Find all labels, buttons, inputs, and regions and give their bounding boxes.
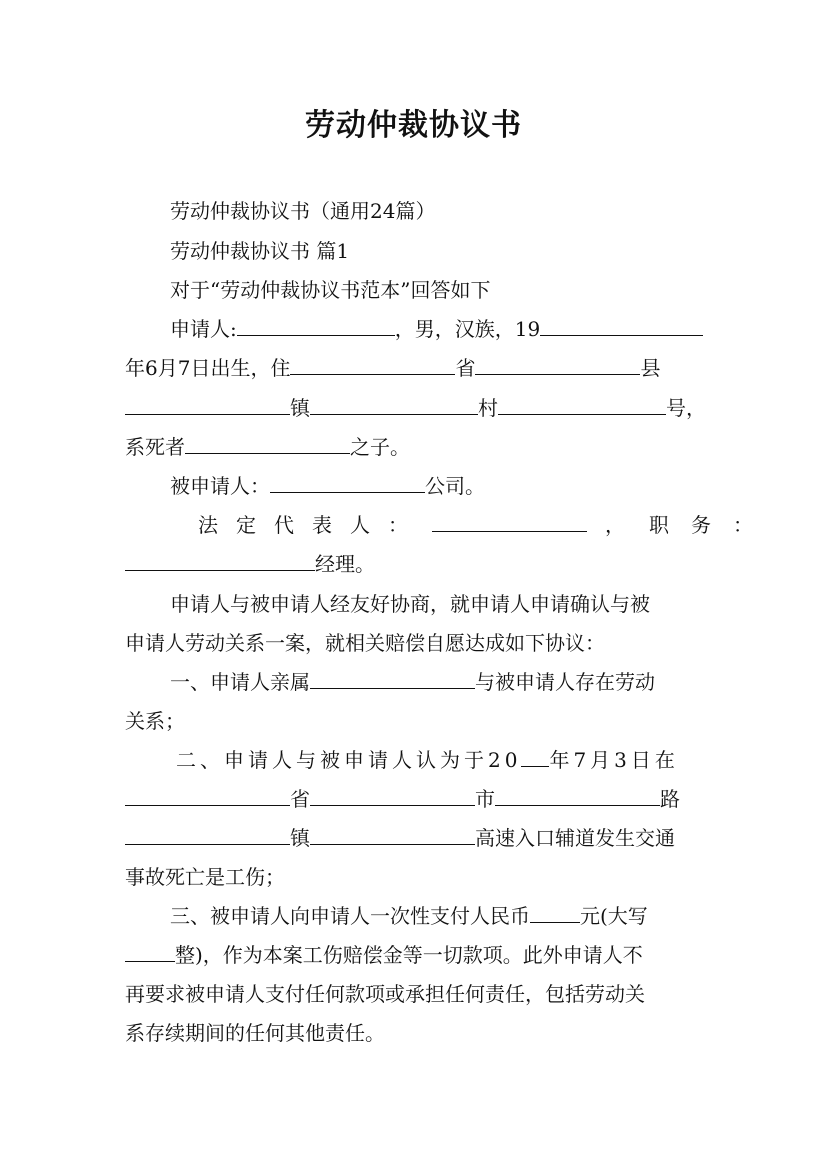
relation-line: [125, 432, 410, 462]
text-segment: 二、申请人与被申请人认为于20: [176, 748, 522, 772]
text-segment: 省: [290, 787, 310, 811]
paragraph-line: 申请人劳动关系一案，就相关赔偿自愿达成如下协议：: [125, 631, 605, 655]
position-label: 职务：: [649, 513, 775, 537]
blank-field: [495, 785, 660, 806]
paragraph-line: 事故死亡是工伤；: [125, 865, 285, 889]
blank-field: [270, 472, 425, 493]
text-segment: 年6月7日出生，住: [125, 356, 291, 380]
document-title: 劳动仲裁协议书: [305, 108, 522, 143]
text-segment: 市: [475, 787, 495, 811]
respondent-label: 被申请人：: [170, 474, 270, 498]
text-segment: 系死者: [125, 435, 185, 459]
paragraph-line: 再要求被申请人支付任何款项或承担任何责任，包括劳动关: [125, 982, 645, 1006]
text-segment: 镇: [290, 826, 310, 850]
applicant-label: 申请人:: [170, 317, 237, 341]
accident-line: [125, 823, 675, 853]
text-segment: 之子。: [350, 435, 410, 459]
text-segment: 年7月3日在: [549, 748, 679, 772]
blank-field: [125, 394, 290, 415]
text-segment: 路: [660, 787, 680, 811]
text-segment: 镇: [290, 396, 310, 420]
blank-field: [540, 315, 703, 336]
doc-subtitle: 劳动仲裁协议书（通用24篇）: [170, 199, 436, 223]
text-segment: 高速入口辅道发生交通: [475, 826, 675, 850]
blank-field: [125, 824, 290, 845]
blank-field: [521, 746, 549, 767]
text-segment: ，: [605, 513, 625, 537]
legal-rep-label: 法定代表人：: [198, 513, 426, 537]
blank-field: [310, 824, 475, 845]
blank-field: [310, 785, 475, 806]
blank-field: [432, 511, 587, 532]
text-segment: 整)，作为本案工伤赔偿金等一切款项。此外申请人不: [175, 943, 643, 967]
intro-line: 对于“劳动仲裁协议书范本”回答如下: [170, 278, 491, 302]
paragraph-line: 申请人与被申请人经友好协商，就申请人申请确认与被: [170, 592, 650, 616]
blank-field: [125, 941, 175, 962]
address-line: [125, 393, 706, 423]
text-segment: 元(大写: [580, 904, 648, 928]
applicant-line: [170, 314, 703, 344]
clause-3-line: [170, 901, 648, 931]
clause-1-line: [170, 667, 655, 697]
applicant-gender: ，男，汉族，19: [394, 317, 541, 341]
manager-line: [125, 549, 375, 579]
text-segment: 县: [640, 356, 661, 380]
text-segment: 号，: [666, 396, 706, 420]
legal-rep-line: [198, 510, 775, 540]
blank-field: [125, 785, 290, 806]
text-segment: 省: [455, 356, 476, 380]
text-segment: 公司。: [425, 474, 485, 498]
blank-field: [498, 394, 666, 415]
blank-field: [310, 394, 478, 415]
paragraph-line: 系存续期间的任何其他责任。: [125, 1021, 385, 1045]
text-segment: 一、申请人亲属: [170, 670, 310, 694]
blank-field: [475, 354, 640, 375]
blank-field: [185, 433, 350, 454]
blank-field: [530, 902, 580, 923]
paragraph-line: [125, 940, 643, 970]
text-segment: 与被申请人存在劳动: [475, 670, 655, 694]
birth-line: [125, 353, 660, 383]
blank-field: [237, 315, 395, 336]
clause-2-line: [176, 745, 679, 775]
blank-field: [290, 354, 455, 375]
blank-field: [125, 550, 315, 571]
text-segment: 三、被申请人向申请人一次性支付人民币: [170, 904, 530, 928]
section-heading: 劳动仲裁协议书 篇1: [170, 239, 350, 263]
text-segment: 经理。: [315, 552, 375, 576]
text-segment: 村: [478, 396, 498, 420]
location-line: [125, 784, 680, 814]
respondent-line: [170, 471, 485, 501]
paragraph-line: 关系；: [125, 709, 185, 733]
blank-field: [310, 668, 475, 689]
